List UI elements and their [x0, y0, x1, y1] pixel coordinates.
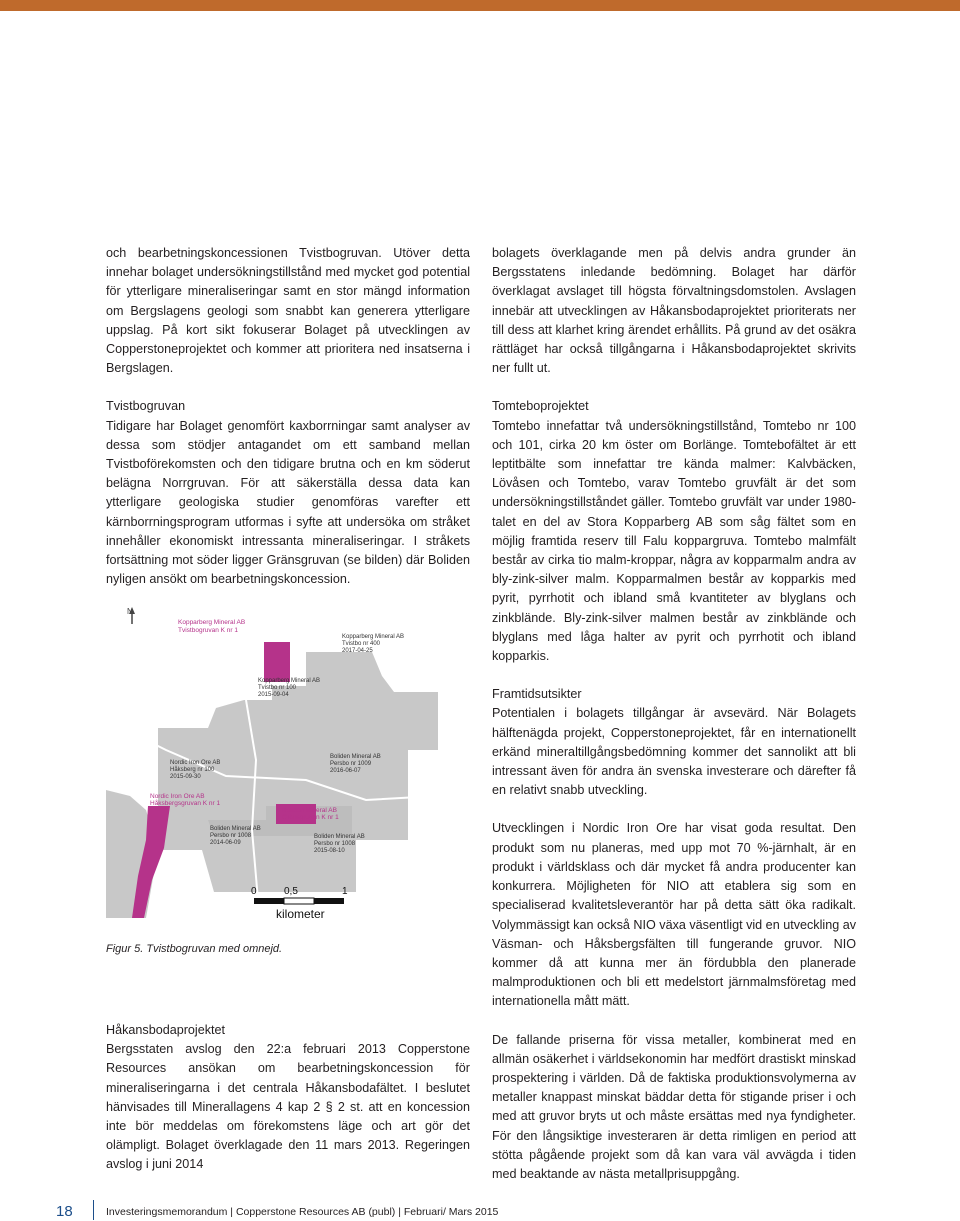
map-label: 2017-04-25	[342, 648, 373, 654]
map-label: Kopparberg Mineral AB	[178, 619, 246, 626]
footer-divider	[93, 1200, 94, 1220]
paragraph: och bearbetningskoncessionen Tvistbogruvan. Utöver detta innehar bolaget undersökningstillstånd med mycket god potential för ytterligare mineraliseringar samt en stor mängd information om Bergslagens geologi som snabbt kan generera ytterligare uppslag. På kort sikt fokuserar Bolaget på utvecklingen av Copperstoneprojektet och kommer att prioritera ned insatserna i Bergslagen.	[106, 246, 470, 376]
left-column	[106, 244, 470, 589]
left-column-lower	[106, 1021, 470, 1175]
map-label: Boliden Mineral AB	[210, 826, 261, 832]
paragraph: Potentialen i bolagets tillgångar är avsevärd. När Bolagets hälftenägda projekt, Copperstoneprojektet, får en internationellt erkänd mineraltillgångsbedömning kommer det sannolikt att bli intressant även för andra än svenska investerare och därefter få en relativt snabb utveckling.	[492, 706, 856, 798]
figure-caption: Figur 5. Tvistbogruvan med omnejd.	[106, 943, 283, 955]
scale-tick: 0,5	[284, 886, 298, 897]
tvistbogruvan-map	[106, 600, 472, 930]
map-label: Håksberg nr 100	[170, 767, 215, 773]
map-label: Kopparberg Mineral AB	[342, 634, 405, 640]
north-label: N	[127, 607, 133, 616]
section-heading: Tomteboprojektet	[492, 399, 589, 414]
paragraph: De fallande priserna för vissa metaller, kombinerat med en allmän osäkerhet i världsekonomin har medfört drastiskt minskad prospektering i världen. Då de faktiska produktionsvolymerna av metaller knappast minskat bäddar detta för stigande priser i och med att gruvor bryts ut och måste ersättas med nya fyndigheter. För den långsiktige investeraren är detta rimligen en period att stötta pågående projekt som då kan vara väl avvägda i tiden med beaktande av nästa metallprisuppgång.	[492, 1032, 856, 1181]
map-label: Persbo nr 1008	[210, 833, 252, 839]
map-label: Tvistbogruvan K nr 1	[178, 627, 238, 634]
section-heading: Framtidsutsikter	[492, 687, 582, 702]
map-label: Boliden Mineral AB	[330, 754, 381, 760]
map-label: Tvistbo nr 100	[258, 685, 297, 691]
map-label: Håksbergsgruvan K nr 1	[150, 800, 221, 807]
map-label: 2015-09-30	[170, 774, 201, 780]
map-label: Nordic Iron Ore AB	[150, 793, 205, 800]
scale-unit: kilometer	[276, 907, 325, 921]
section-heading: Håkansbodaprojektet	[106, 1023, 226, 1037]
page-number: 18	[56, 1203, 73, 1220]
scale-tick: 0	[251, 886, 257, 897]
map-label: 2015-09-04	[258, 692, 289, 698]
section-heading: Tvistbogruvan	[106, 399, 186, 414]
map-label: 2016-06-07	[330, 768, 361, 774]
map-label: Boliden Mineral AB	[282, 807, 337, 814]
map-label: Boliden Mineral AB	[314, 834, 365, 840]
paragraph: Bergsstaten avslog den 22:a februari 2013 Copperstone Resources ansökan om bearbetningskoncession för mineraliseringarna i det centrala Håkansbodafältet. I beslutet hänvisades till Minerallagens 4 kap 2 § 2 st. att en koncession inte bör meddelas om förekomstens läge och art gör det olämpligt. Bolaget överklagade den 11 mars 2013. Regeringen avslog i juni 2014	[106, 1042, 470, 1172]
paragraph: Utvecklingen i Nordic Iron Ore har visat goda resultat. Den produkt som nu planeras, med upp mot 70 %-järnhalt, är en produkt i världsklass och där mycket få andra producenter kan konkurrera. Möjligheten för NIO att etablera sig som en specialiserad kvalitetsleverantör har på detta sätt öka radikalt. Volymmässigt kan också NIO växa väsentligt vid en utveckling av Väsman- och Håksbergsfälten till fungerande gruvor. NIO kommer då att kunna mer än fördubbla den planerade malmproduktionen och bli ett medelstort järnmalmsföretag med internationella mått mätt.	[492, 821, 856, 1009]
top-accent-bar	[0, 0, 960, 11]
right-column	[492, 244, 856, 1184]
map-label: Gränsgruvan K nr 1	[282, 814, 339, 821]
map-label: Nordic Iron Ore AB	[170, 760, 221, 766]
paragraph: Tomtebo innefattar två undersökningstillstånd, Tomtebo nr 100 och 101, cirka 20 km öster om Borlänge. Tomtebofältet är ett leptitbälte som innefattar tre kända malmer: Kalvbäcken, Lövåsen och Tomtebo, varav Tomtebo gruvfält är det som undersökningstillståndet gäller. Tomtebo gruvfält var under 1980-talet en del av Stora Kopparberg AB som såg fältet som en möjlig framtida reserv till Falu koppargruva. Tomtebo malmfält består av cirka tio malm-kroppar, några av kopparmalm andra av bly-zink-silver malm. Kopparmalmen består av kopparkis med pyrit, pyrrhotit och ibland små kvantiteter av blyglans och zinkblände. Bly-zink-silver malmen består av zinkblände och blyglans med låga halter av pyrit och pyrrhotit och ibland kopparkis.	[492, 418, 856, 664]
map-label: Persbo nr 1009	[330, 761, 372, 767]
footer-text: Investeringsmemorandum | Copperstone Resources AB (publ) | Februari/ Mars 2015	[106, 1206, 499, 1218]
map-label: 2015-08-10	[314, 848, 345, 854]
paragraph: Tidigare har Bolaget genomfört kaxborrningar samt analyser av dessa som stödjer antagandet om ett samband mellan Tvistboförekomsten och den tidigare brutna och en km söderut belägna Norrgruvan. För att säkerställa dessa data kan ytterligare geologiska studier genomföras varefter ett kärnborrningsprogram utformas i syfte att undersöka om stråket innehåller ekonomiskt intressanta mineraliseringar. I stråkets fortsättning mot söder ligger Gränsgruvan (se bilden) där Boliden nyligen ansökt om bearbetningskoncession.	[106, 418, 470, 587]
map-label: Persbo nr 1008	[314, 841, 356, 847]
map-label: Tvistbo nr 400	[342, 641, 381, 647]
scale-tick: 1	[342, 886, 348, 897]
map-label: 2014-06-09	[210, 840, 241, 846]
tvistbogruvan-concession	[264, 642, 290, 682]
paragraph: bolagets överklagande men på delvis andra grunder än Bergsstatens inledande bedömning. Bolaget har därför överklagat avslaget till högsta förvaltningsdomstolen. Avslagen innebär att utvecklingen av Håkansbodaprojektet prioriterats ner till dess att klarhet kring ärendet erhållits. På grund av det osäkra rättläget har också tillgångarna i Håkansbodaprojektet skrivits ner fullt ut.	[492, 246, 856, 376]
map-label: Kopparberg Mineral AB	[258, 678, 321, 684]
